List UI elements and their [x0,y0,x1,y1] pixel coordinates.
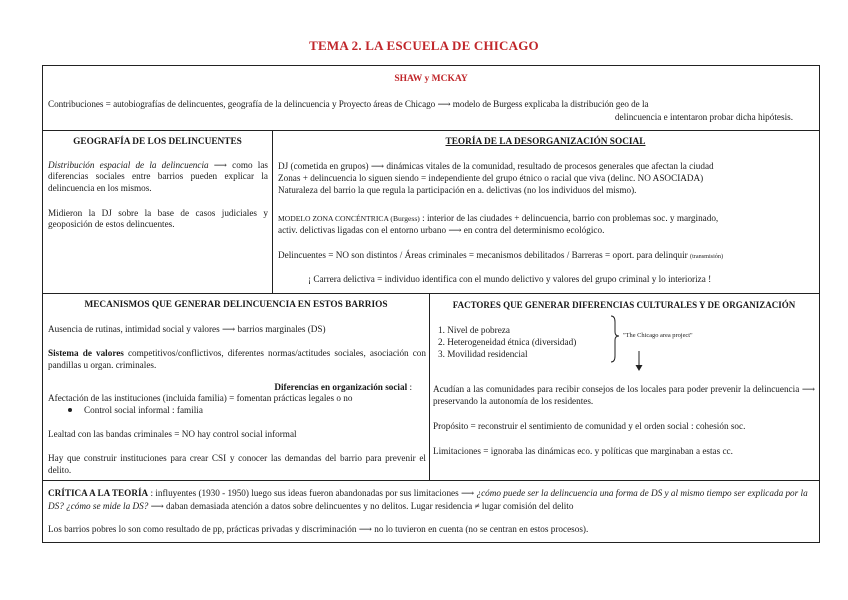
transmision-note: (transmisión) [690,253,724,260]
chicago-area-project-note: "The Chicago area project" [623,332,693,339]
critica-paragraph-2: Los barrios pobres lo son como resultado de pp, prácticas privadas y discriminación ⟶ no lo tuvieron en cuenta (no se centran en estos procesos). [48,524,589,534]
mecanismos-paragraph-3: Afectación de las instituciones (incluida familia) = fomentan prácticas legales o no [48,393,353,403]
modelo-zona-rest: : interior de las ciudades + delincuencia, barrio con problemas soc. y marginado, [419,213,719,223]
bullet-icon [68,408,72,412]
geografia-heading: GEOGRAFÍA DE LOS DELINCUENTES [73,137,242,147]
teoria-line-3: Naturaleza del barrio la que regula la participación en a. delictivas (no los individuos del mismo). [278,185,637,195]
critica-text-2: ⟶ daban demasiada atención a datos sobre delincuentes y no delitos. Lugar residencia ≠ lugar comisión del delito [148,501,574,512]
page-title: TEMA 2. LA ESCUELA DE CHICAGO [309,38,539,53]
factores-paragraph-1: Acudían a las comunidades para recibir consejos de los locales para poder prevenir la delincuencia ⟶ preservando la autonomía de los residentes. [433,384,815,406]
geografia-paragraph-1 [48,160,268,194]
geografia-paragraph-2: Midieron la DJ sobre la base de casos judiciales y geoposición de estos delincuentes. [48,208,268,230]
factores-heading: FACTORES QUE GENERAR DIFERENCIAS CULTURALES Y DE ORGANIZACIÓN [452,300,796,310]
shaw-mckay-heading: SHAW y MCKAY [394,74,468,84]
modelo-zona-line-2: activ. delictivas ligadas con el entorno urbano ⟶ en contra del determinismo ecológico. [278,225,605,235]
critica-questions: ¿cómo puede ser la delincuencia una forma de DS y al mismo tiempo ser explicada por la DS? ¿cómo se mide la DS? [48,488,808,512]
contribuciones-line2: delincuencia e intentaron probar dicha hipótesis. [614,112,793,122]
mecanismos-paragraph-4: Lealtad con las bandas criminales = NO hay control social informal [48,429,297,439]
distribucion-espacial-text: Distribución espacial de la delincuencia [48,160,209,170]
critica-text-1: : influyentes (1930 - 1950) luego sus ideas fueron abandonadas por sus limitaciones ⟶ [148,488,477,498]
geografia-p1-rest: ⟶ como las diferencias sociales entre barrios pueden explicar la delincuencia en los mismos. [48,160,268,193]
critica-paragraph-1 [48,487,816,514]
diferencias-label: Diferencias en organización social [274,382,408,392]
control-social-text: Control social informal : familia [84,405,203,415]
factores-paragraph-3: Limitaciones = ignoraba las dinámicas eco. y políticas que marginaban a estas cc. [433,446,733,456]
contribuciones-line1: Contribuciones = autobiografías de delincuentes, geografía de la delincuencia y Proyecto áreas de Chicago ⟶ modelo de Burgess explicaba la distribución geo de la [48,99,649,109]
delincuentes-line [278,249,818,263]
divider [43,130,819,131]
mecanismos-paragraph-2 [48,348,426,371]
divider [43,293,819,294]
factores-paragraph-2: Propósito = reconstruir el sentimiento de comunidad y el orden social : cohesión soc. [433,421,746,431]
sistema-valores-rest: competitivos/conflictivos, diferentes normas/actitudes sociales, asociación con pandillas u organ. criminales. [48,348,426,370]
delincuentes-text: Delincuentes = NO son distintos / Áreas criminales = mecanismos debilitados / Barreras = oport. para delinquir [278,250,688,260]
content-table [42,65,820,543]
diferencias-colon: : [407,382,412,392]
factor-item: 2. Heterogeneidad étnica (diversidad) [438,337,577,347]
sistema-valores-label: Sistema de valores [48,348,124,358]
divider [272,130,273,293]
factor-item: 1. Nivel de pobreza [438,325,510,335]
bracket-arrow-icon [608,314,678,374]
teoria-line-2: Zonas + delincuencia lo siguen siendo = independiente del grupo étnico o racial que viva (delinc. NO ASOCIADA) [278,173,704,183]
divider [43,480,819,481]
mecanismos-paragraph-5: Hay que construir instituciones para crear CSI y conocer las demandas del barrio para prevenir el delito. [48,453,426,475]
teoria-heading: TEORÍA DE LA DESORGANIZACIÓN SOCIAL [445,137,646,147]
carrera-delictiva: ¡ Carrera delictiva = individuo identifica con el mundo delictivo y valores del grupo criminal y lo interioriza ! [308,274,712,284]
control-social-bullet [48,404,426,416]
modelo-zona-label: MODELO ZONA CONCÉNTRICA (Burgess) [278,214,420,223]
mecanismos-paragraph-1: Ausencia de rutinas, intimidad social y valores ⟶ barrios marginales (DS) [48,324,326,334]
factor-item: 3. Movilidad residencial [438,349,528,359]
teoria-line-1: DJ (cometida en grupos) ⟶ dinámicas vitales de la comunidad, resultado de procesos generales que afectan la ciudad [278,161,714,171]
critica-label: CRÍTICA A LA TEORÍA [48,488,149,498]
mecanismos-heading: MECANISMOS QUE GENERAR DELINCUENCIA EN ESTOS BARRIOS [84,300,388,310]
divider [429,293,430,480]
